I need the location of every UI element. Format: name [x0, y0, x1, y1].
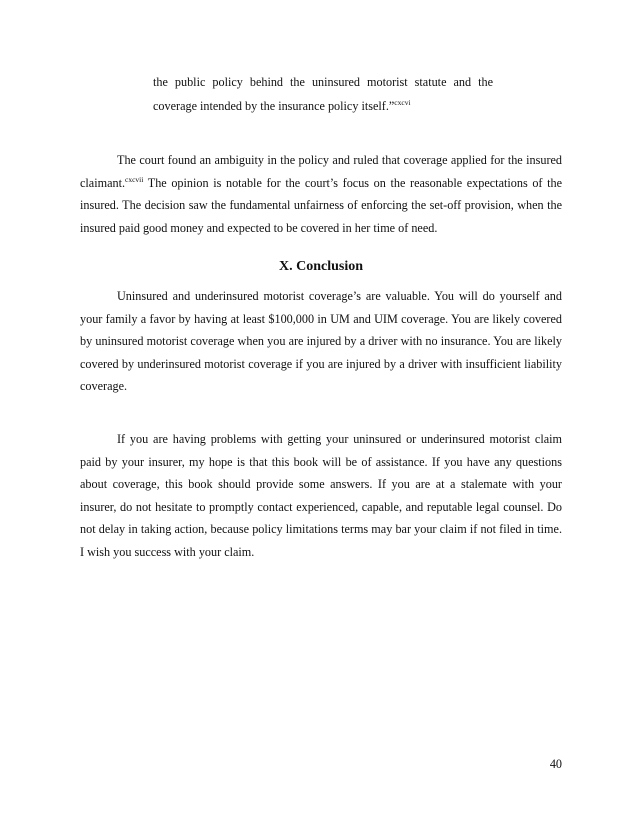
paragraph-closing-advice [80, 428, 562, 564]
paragraph1-text-a: The court found an ambiguity in the policy and ruled that coverage applied for the insured claimant. [80, 153, 562, 190]
paragraph-coverage-value [80, 285, 562, 398]
section-heading: X. Conclusion [278, 259, 364, 274]
footnote-marker-cxcvi: cxcvi [394, 97, 411, 107]
paragraph1-text-b: The opinion is notable for the court’s focus on the reasonable expectations of the insured. The decision saw the fundamental unfairness of enforcing the set-off provision, when the insured paid good money and expected to be covered in her time of need. [80, 175, 562, 235]
footnote-marker-cxcvii: cxcvii [125, 174, 144, 184]
paragraph-court-ambiguity [80, 149, 562, 239]
page-number: 40 [549, 757, 562, 771]
paragraph3-text: If you are having problems with getting your uninsured or underinsured motorist claim paid by your insurer, my hope is that this book will be of assistance. If you have any questions about coverage, this book should provide some answers. If you are at a stalemate with your insurer, do not hesitate to promptly contact experienced, capable, and reputable legal counsel. Do not delay in taking action, because policy limitations terms may bar your claim if not filed in time. I wish you success with your claim. [80, 432, 562, 559]
paragraph2-text: Uninsured and underinsured motorist coverage’s are valuable. You will do yourself and your family a favor by having at least $100,000 in UM and UIM coverage. You are likely covered by uninsured motorist coverage when you are injured by a driver with no insurance. You are likely covered by underinsured motorist coverage if you are injured by a driver with insufficient liability coverage. [80, 289, 562, 394]
quote-line-2-text: coverage intended by the insurance policy itself.” [153, 99, 395, 113]
block-quote [153, 70, 493, 118]
quote-line-1: the public policy behind the uninsured motorist statute and the [153, 75, 493, 89]
quote-line-2 [153, 94, 493, 118]
